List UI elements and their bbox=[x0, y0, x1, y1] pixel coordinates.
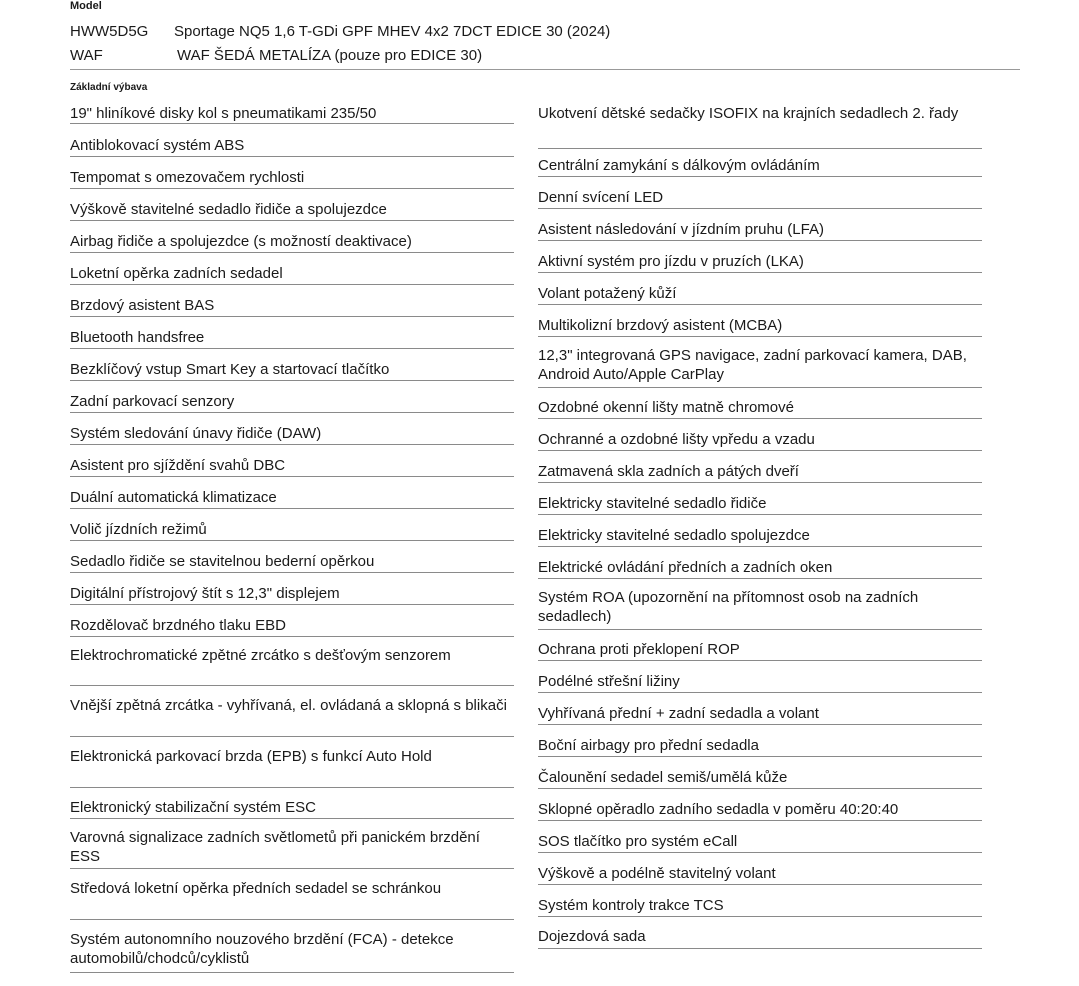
model-row bbox=[70, 22, 610, 41]
equipment-item bbox=[538, 864, 982, 885]
equipment-item bbox=[70, 200, 514, 221]
equipment-item-text: Volant potažený kůží bbox=[538, 285, 677, 302]
equipment-item bbox=[70, 104, 514, 124]
equipment-item-text: Aktivní systém pro jízdu v pruzích (LKA) bbox=[538, 253, 804, 270]
equipment-item-text: Duální automatická klimatizace bbox=[70, 489, 277, 506]
equipment-item-text: Výškově a podélně stavitelný volant bbox=[538, 865, 776, 882]
equipment-item-text: Zadní parkovací senzory bbox=[70, 393, 235, 410]
equipment-item-text: Středová loketní opěrka předních sedadel se schránkou bbox=[70, 880, 442, 897]
equipment-item bbox=[538, 430, 982, 451]
equipment-item bbox=[538, 462, 982, 483]
equipment-item-text: Tempomat s omezovačem rychlosti bbox=[70, 169, 305, 186]
equipment-item-text: Elektrochromatické zpětné zrcátko s dešťovým senzorem bbox=[70, 647, 451, 664]
equipment-item-text: Boční airbagy pro přední sedadla bbox=[538, 737, 759, 754]
equipment-item bbox=[70, 798, 514, 819]
equipment-item-text: Multikolizní brzdový asistent (MCBA) bbox=[538, 317, 783, 334]
model-code: HWW5D5G bbox=[70, 23, 149, 40]
equipment-item bbox=[538, 398, 982, 419]
equipment-item-text: Elektrické ovládání předních a zadních oken bbox=[538, 559, 833, 576]
equipment-item bbox=[70, 392, 514, 413]
model-label: Model bbox=[70, 0, 102, 12]
equipment-item bbox=[70, 520, 514, 541]
equipment-item-text: Systém ROA (upozornění na přítomnost osob na zadních sedadlech) bbox=[538, 589, 919, 625]
equipment-item bbox=[70, 424, 514, 445]
equipment-item bbox=[70, 136, 514, 157]
equipment-item bbox=[538, 588, 982, 630]
equipment-item bbox=[70, 232, 514, 253]
equipment-item bbox=[538, 220, 982, 241]
header-divider bbox=[70, 69, 1020, 70]
equipment-item bbox=[538, 704, 982, 725]
equipment-item bbox=[538, 558, 982, 579]
equipment-item bbox=[70, 456, 514, 477]
equipment-item bbox=[538, 252, 982, 273]
equipment-item-text: 19" hliníkové disky kol s pneumatikami 235/50 bbox=[70, 105, 377, 122]
equipment-item bbox=[538, 284, 982, 305]
equipment-item bbox=[538, 736, 982, 757]
equipment-item bbox=[538, 896, 982, 917]
equipment-item bbox=[70, 879, 514, 920]
equipment-item-text: Brzdový asistent BAS bbox=[70, 297, 215, 314]
equipment-item-text: Systém sledování únavy řidiče (DAW) bbox=[70, 425, 322, 442]
equipment-item bbox=[538, 494, 982, 515]
equipment-item-text: Asistent následování v jízdním pruhu (LFA) bbox=[538, 221, 824, 238]
equipment-item-text: Sedadlo řidiče se stavitelnou bederní opěrkou bbox=[70, 553, 375, 570]
equipment-item-text: Loketní opěrka zadních sedadel bbox=[70, 265, 283, 282]
equipment-item-text: Podélné střešní ližiny bbox=[538, 673, 680, 690]
equipment-item bbox=[70, 168, 514, 189]
equipment-item bbox=[70, 828, 514, 869]
equipment-item bbox=[70, 552, 514, 573]
equipment-item-text: Antiblokovací systém ABS bbox=[70, 137, 245, 154]
model-description: Sportage NQ5 1,6 T-GDi GPF MHEV 4x2 7DCT EDICE 30 (2024) bbox=[174, 23, 611, 40]
section-title: Základní výbava bbox=[70, 82, 148, 93]
equipment-item bbox=[538, 316, 982, 337]
equipment-item-text: SOS tlačítko pro systém eCall bbox=[538, 833, 738, 850]
equipment-item bbox=[538, 768, 982, 789]
equipment-item bbox=[538, 927, 982, 949]
equipment-item-text: Elektricky stavitelné sedadlo spolujezdce bbox=[538, 527, 810, 544]
equipment-item bbox=[538, 188, 982, 209]
equipment-item-text: Výškově stavitelné sedadlo řidiče a spolujezdce bbox=[70, 201, 387, 218]
equipment-item-text: Bluetooth handsfree bbox=[70, 329, 205, 346]
equipment-item bbox=[70, 747, 514, 788]
equipment-item bbox=[70, 930, 514, 973]
equipment-item-text: Volič jízdních režimů bbox=[70, 521, 207, 538]
equipment-item-text: Ochranné a ozdobné lišty vpředu a vzadu bbox=[538, 431, 815, 448]
equipment-item bbox=[70, 616, 514, 637]
equipment-item-text: Elektricky stavitelné sedadlo řidiče bbox=[538, 495, 767, 512]
equipment-item-text: Čalounění sedadel semiš/umělá kůže bbox=[538, 769, 788, 786]
equipment-item bbox=[70, 646, 514, 686]
equipment-item-text: Varovná signalizace zadních světlometů při panickém brzdění ESS bbox=[70, 829, 480, 865]
equipment-item-text: 12,3" integrovaná GPS navigace, zadní parkovací kamera, DAB, Android Auto/Apple CarPlay bbox=[538, 347, 967, 383]
equipment-item-text: Ochrana proti překlopení ROP bbox=[538, 641, 740, 658]
equipment-item-text: Rozdělovač brzdného tlaku EBD bbox=[70, 617, 286, 634]
equipment-item bbox=[70, 488, 514, 509]
color-description: WAF ŠEDÁ METALÍZA (pouze pro EDICE 30) bbox=[177, 47, 483, 64]
equipment-item-text: Asistent pro sjíždění svahů DBC bbox=[70, 457, 286, 474]
color-row bbox=[70, 46, 482, 65]
equipment-item bbox=[538, 346, 982, 388]
equipment-item-text: Denní svícení LED bbox=[538, 189, 664, 206]
equipment-item bbox=[70, 696, 514, 737]
equipment-item-text: Systém kontroly trakce TCS bbox=[538, 897, 724, 914]
equipment-item bbox=[538, 672, 982, 693]
equipment-item-text: Digitální přístrojový štít s 12,3" displejem bbox=[70, 585, 340, 602]
equipment-item bbox=[70, 360, 514, 381]
equipment-item bbox=[70, 584, 514, 605]
equipment-item-text: Bezklíčový vstup Smart Key a startovací tlačítko bbox=[70, 361, 390, 378]
equipment-item bbox=[538, 800, 982, 821]
equipment-item bbox=[538, 104, 982, 149]
equipment-item-text: Vnější zpětná zrcátka - vyhřívaná, el. ovládaná a sklopná s blikači bbox=[70, 697, 507, 714]
equipment-item-text: Ukotvení dětské sedačky ISOFIX na krajních sedadlech 2. řady bbox=[538, 105, 959, 122]
equipment-item-text: Sklopné opěradlo zadního sedadla v poměru 40:20:40 bbox=[538, 801, 899, 818]
color-code: WAF bbox=[70, 47, 103, 64]
equipment-item-text: Ozdobné okenní lišty matně chromové bbox=[538, 399, 794, 416]
equipment-item bbox=[538, 156, 982, 177]
equipment-item-text: Systém autonomního nouzového brzdění (FCA) - detekce automobilů/chodců/cyklistů bbox=[70, 931, 454, 967]
equipment-item-text: Vyhřívaná přední + zadní sedadla a volant bbox=[538, 705, 819, 722]
equipment-item-text: Elektronická parkovací brzda (EPB) s funkcí Auto Hold bbox=[70, 748, 432, 765]
equipment-item-text: Zatmavená skla zadních a pátých dveří bbox=[538, 463, 799, 480]
equipment-item bbox=[538, 526, 982, 547]
equipment-item-text: Dojezdová sada bbox=[538, 928, 646, 945]
equipment-item-text: Airbag řidiče a spolujezdce (s možností deaktivace) bbox=[70, 233, 412, 250]
equipment-item bbox=[538, 640, 982, 661]
equipment-item-text: Centrální zamykání s dálkovým ovládáním bbox=[538, 157, 820, 174]
equipment-item bbox=[70, 264, 514, 285]
equipment-item bbox=[70, 328, 514, 349]
equipment-item bbox=[70, 296, 514, 317]
equipment-item bbox=[538, 832, 982, 853]
equipment-item-text: Elektronický stabilizační systém ESC bbox=[70, 799, 316, 816]
